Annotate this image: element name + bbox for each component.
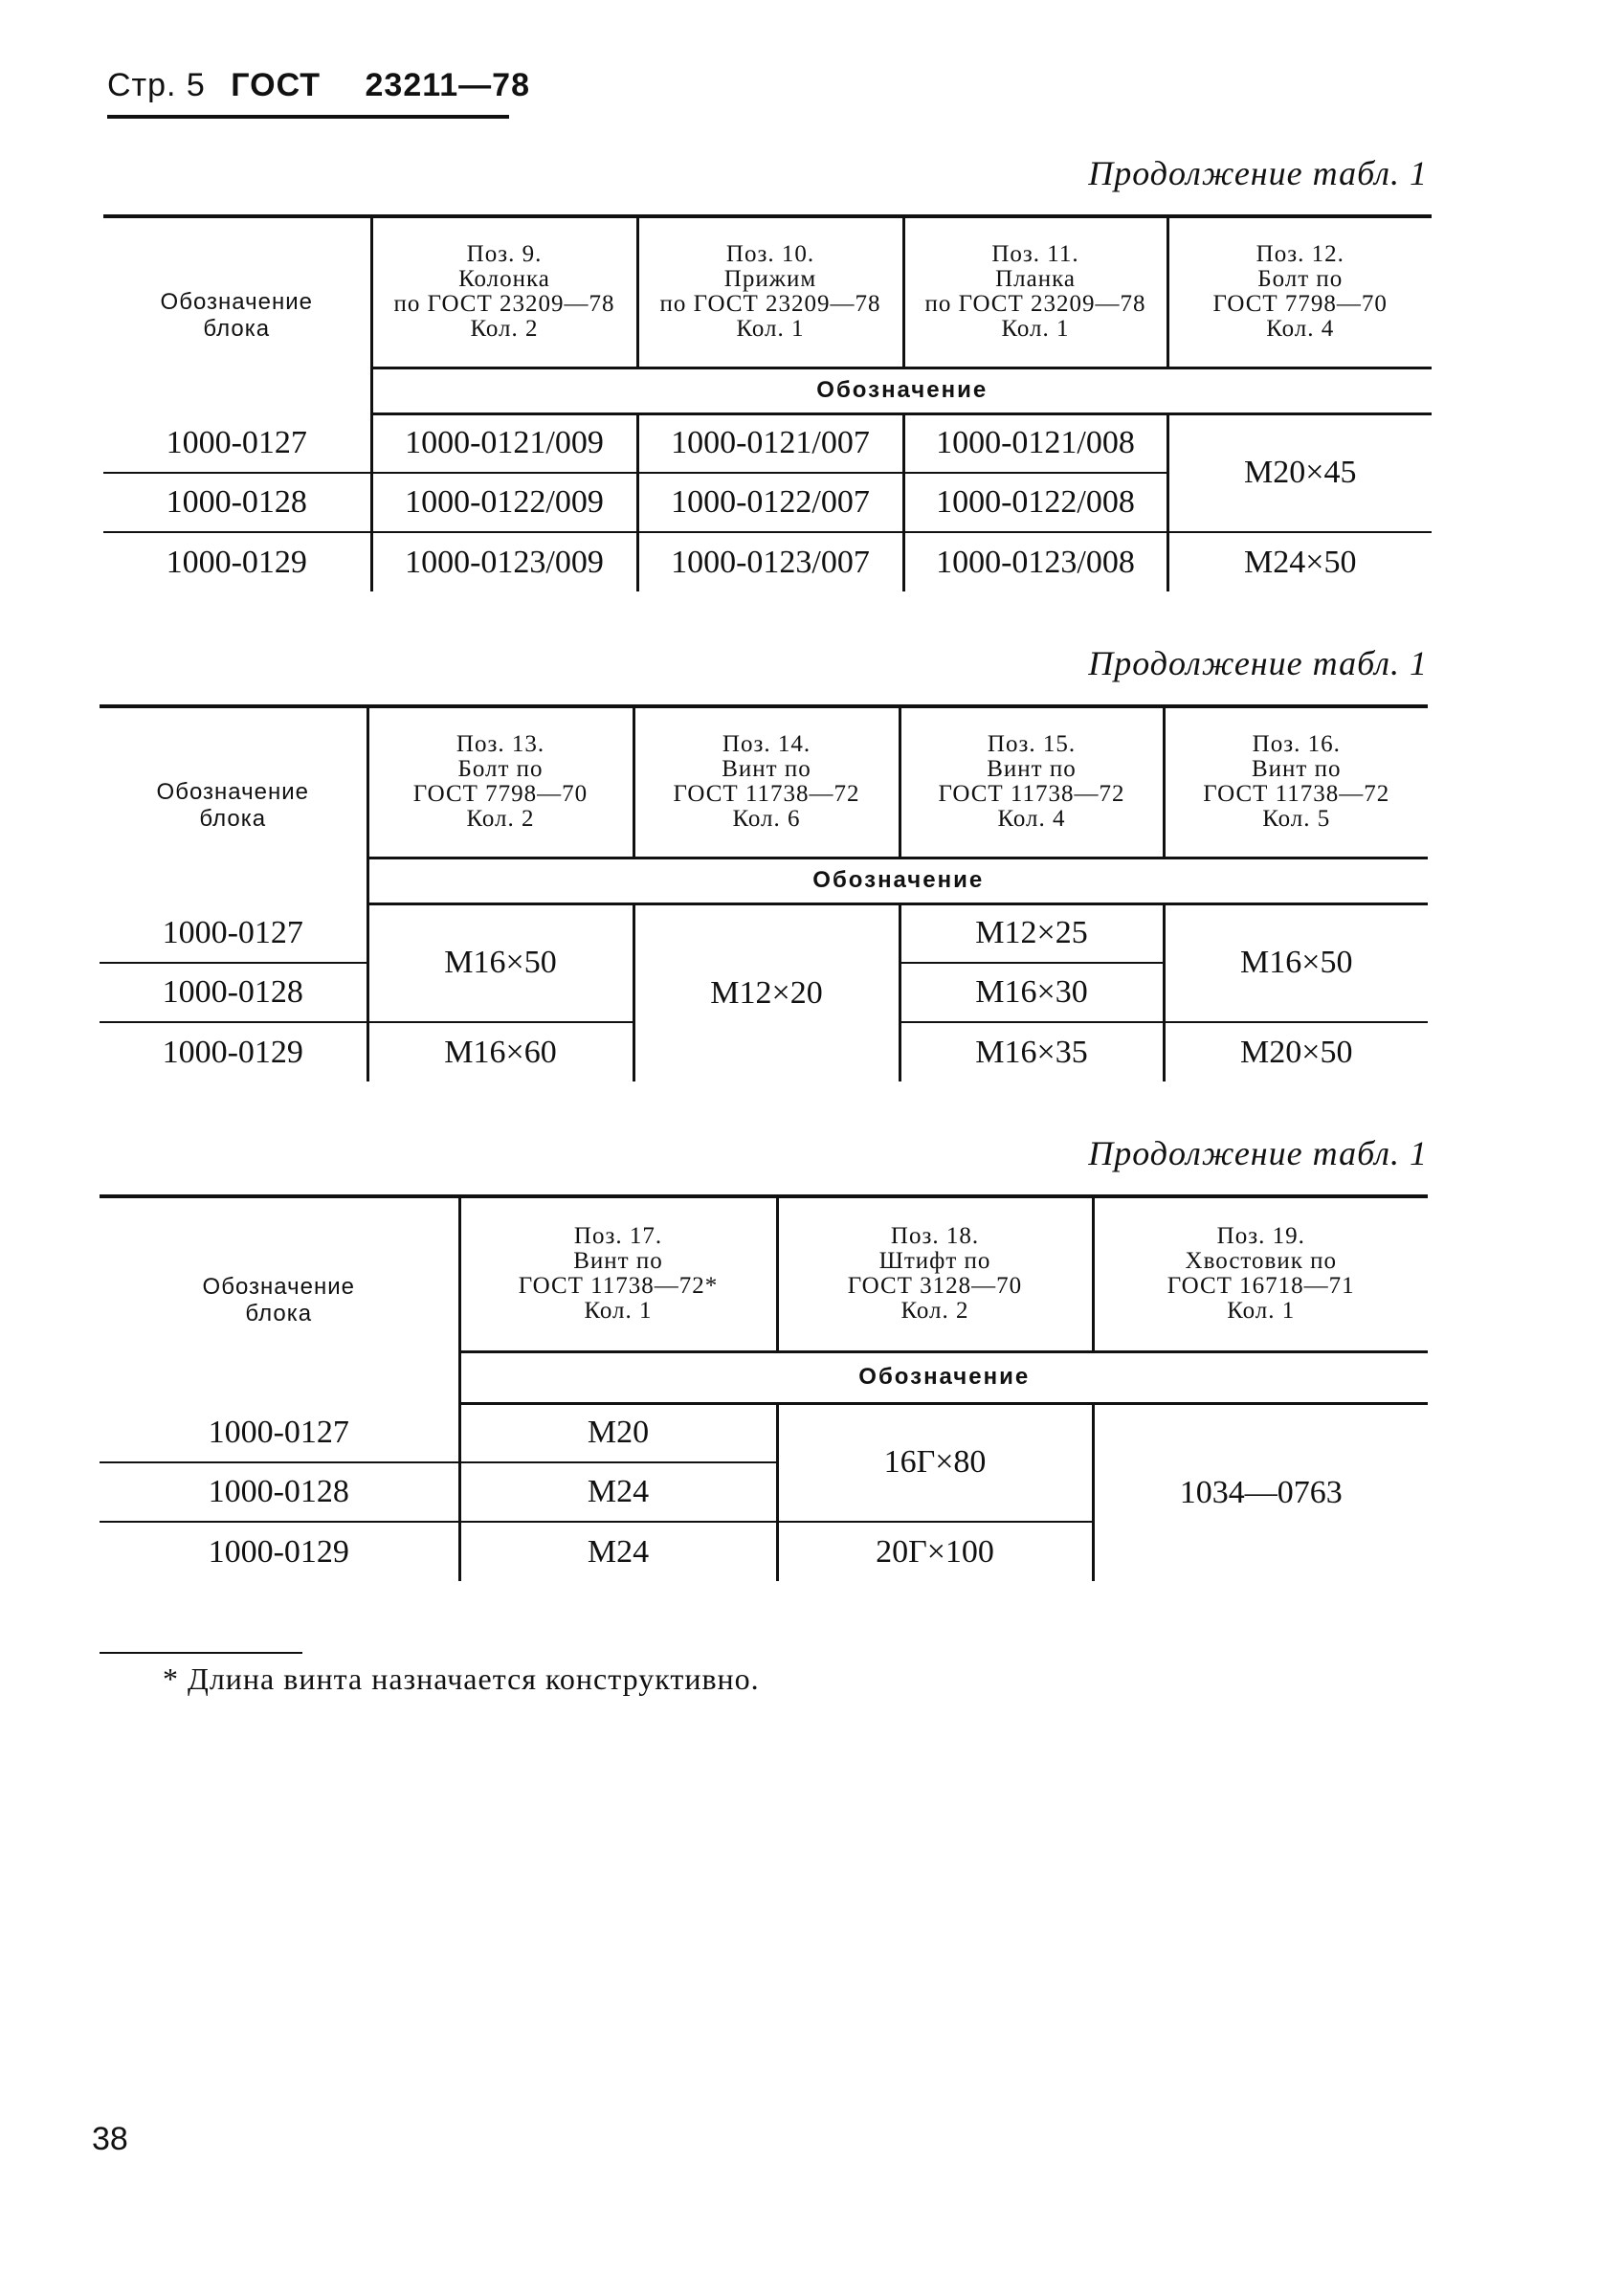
column-header: Поз. 14. Винт по ГОСТ 11738—72 Кол. 6: [633, 706, 900, 858]
data-cell: 1000-0121/007: [637, 413, 903, 473]
header-rule: [107, 115, 509, 119]
data-cell: 1000-0123/009: [371, 532, 637, 591]
column-header: Поз. 12. Болт по ГОСТ 7798—70 Кол. 4: [1167, 216, 1432, 368]
data-cell: 1000-0121/008: [903, 413, 1167, 473]
column-header: Поз. 16. Винт по ГОСТ 11738—72 Кол. 5: [1164, 706, 1428, 858]
column-header: Поз. 15. Винт по ГОСТ 11738—72 Кол. 4: [900, 706, 1164, 858]
data-cell: 1000-0122/009: [371, 473, 637, 532]
data-cell: 1000-0123/007: [637, 532, 903, 591]
page-label: Стр. 5: [107, 67, 206, 103]
data-cell: M24: [459, 1522, 777, 1581]
data-cell: M16×50: [367, 903, 633, 1022]
block-cell: 1000-0128: [100, 1462, 459, 1522]
column-header: Поз. 10. Прижим по ГОСТ 23209—78 Кол. 1: [637, 216, 903, 368]
table-row: [103, 532, 1432, 591]
data-cell: M20×45: [1167, 413, 1432, 532]
designation-subheader: Обозначение: [371, 368, 1432, 413]
table-row: [103, 413, 1432, 473]
data-cell: M16×50: [1164, 903, 1428, 1022]
page-header: [107, 67, 530, 104]
block-cell: 1000-0127: [100, 1403, 459, 1462]
standard-number: 23211—78: [365, 67, 530, 103]
table-row: [100, 903, 1428, 963]
designation-subheader: Обозначение: [459, 1351, 1428, 1403]
data-cell: 1000-0122/007: [637, 473, 903, 532]
table-3: [100, 1194, 1428, 1581]
data-cell: 1034—0763: [1093, 1403, 1428, 1581]
footnote: * Длина винта назначается конструктивно.: [163, 1661, 760, 1696]
column-header: Поз. 18. Штифт по ГОСТ 3128—70 Кол. 2: [777, 1196, 1093, 1351]
data-cell: M24×50: [1167, 532, 1432, 591]
block-cell: 1000-0127: [103, 413, 371, 473]
data-cell: M20×50: [1164, 1022, 1428, 1081]
data-cell: 1000-0123/008: [903, 532, 1167, 591]
block-cell: 1000-0129: [162, 1034, 303, 1070]
column-header: Поз. 13. Болт по ГОСТ 7798—70 Кол. 2: [367, 706, 633, 858]
column-header: Поз. 19. Хвостовик по ГОСТ 16718—71 Кол. 1: [1093, 1196, 1428, 1351]
data-cell: M16×60: [367, 1022, 633, 1081]
table-row: [100, 1403, 1428, 1462]
data-cell: 16Г×80: [777, 1403, 1093, 1522]
standard-label: ГОСТ: [231, 67, 322, 103]
table-1: [103, 214, 1432, 591]
column-header: Поз. 11. Планка по ГОСТ 23209—78 Кол. 1: [903, 216, 1167, 368]
data-cell: 1000-0122/008: [903, 473, 1167, 532]
data-cell: M24: [459, 1462, 777, 1522]
designation-subheader: Обозначение: [367, 858, 1428, 903]
data-cell: M16×35: [900, 1022, 1164, 1081]
block-header: Обозначение блока: [100, 706, 367, 903]
table-2: [100, 704, 1428, 1081]
block-cell: 1000-0127: [100, 903, 367, 963]
table-caption-1: Продолжение табл. 1: [1088, 154, 1428, 192]
table-caption-2: Продолжение табл. 1: [1088, 644, 1428, 682]
footnote-rule: [100, 1652, 302, 1654]
block-cell: 1000-0129: [166, 544, 307, 580]
data-cell: 1000-0121/009: [371, 413, 637, 473]
page-number: 38: [92, 2121, 128, 2157]
table-caption-3: Продолжение табл. 1: [1088, 1134, 1428, 1172]
block-cell: 1000-0128: [103, 473, 371, 532]
block-header: Обозначение блока: [100, 1196, 459, 1403]
block-cell: 1000-0128: [100, 963, 367, 1022]
block-header: Обозначение блока: [103, 216, 371, 413]
data-cell: 20Г×100: [777, 1522, 1093, 1581]
data-cell: M20: [459, 1403, 777, 1462]
data-cell: M12×20: [633, 903, 900, 1081]
data-cell: M12×25: [900, 903, 1164, 963]
column-header: Поз. 17. Винт по ГОСТ 11738—72* Кол. 1: [459, 1196, 777, 1351]
data-cell: M16×30: [900, 963, 1164, 1022]
block-cell: 1000-0129: [208, 1533, 349, 1570]
column-header: Поз. 9. Колонка по ГОСТ 23209—78 Кол. 2: [371, 216, 637, 368]
